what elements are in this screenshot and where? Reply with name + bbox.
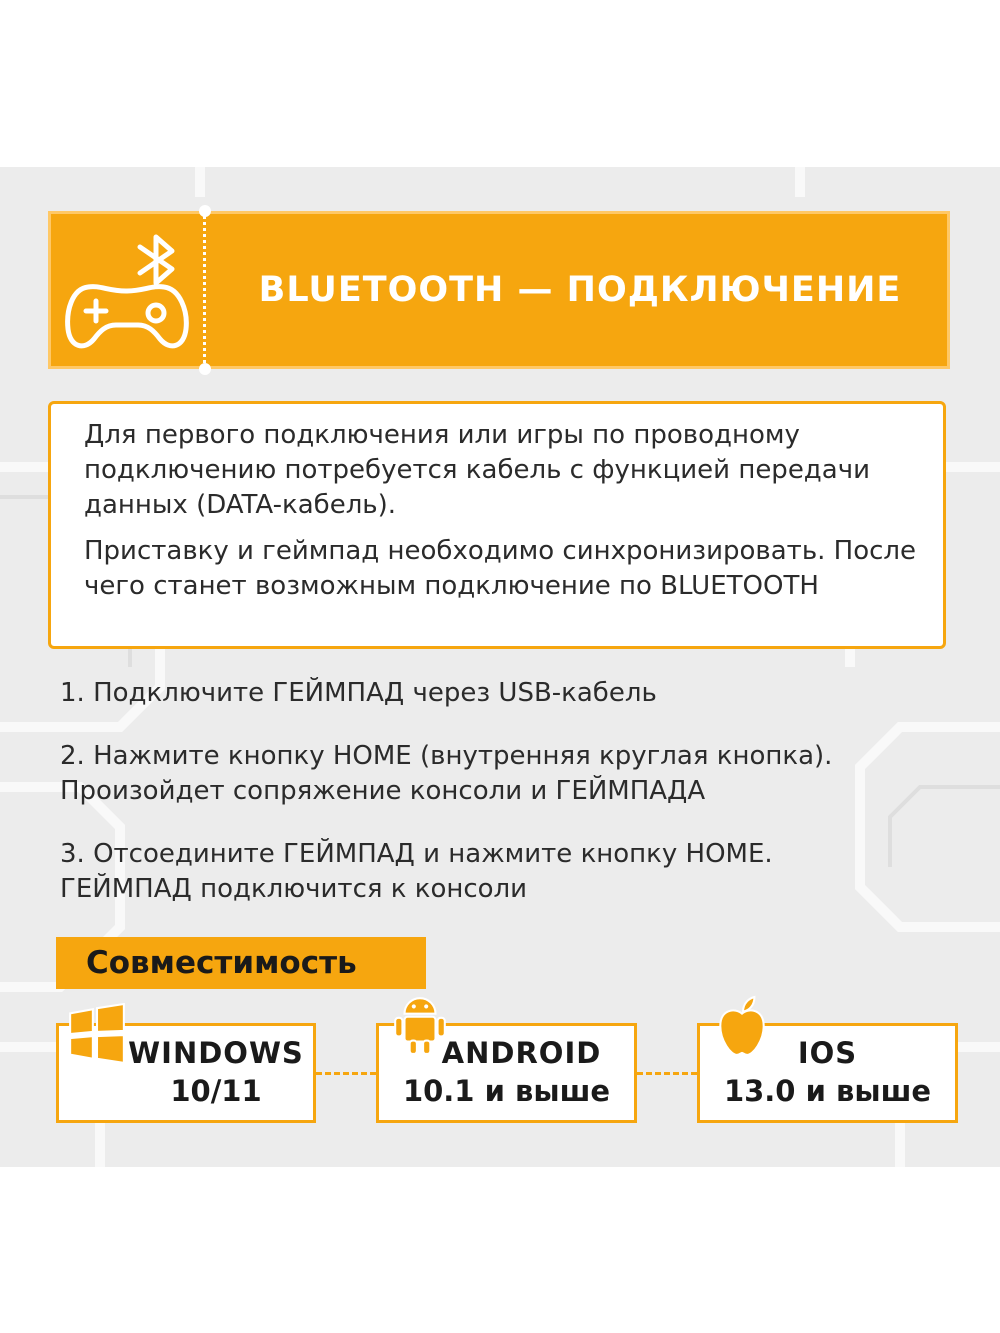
android-icon: [394, 993, 446, 1055]
step-1: 1. Подключите ГЕЙМПАД через USB-кабель: [60, 678, 657, 708]
info-paragraph-1: Для первого подключения или игры по проводному подключению потребуется кабель с функцией передачи данных (DATA-кабель).: [84, 420, 870, 520]
info-box: [48, 401, 946, 649]
platform-name: WINDOWS: [128, 1036, 304, 1070]
gamepad-icon: [60, 229, 190, 359]
platform-version: 13.0 и выше: [723, 1074, 932, 1108]
windows-icon: [66, 1003, 128, 1065]
platform-name: IOS: [797, 1036, 858, 1070]
header-title: BLUETOOTH — ПОДКЛЮЧЕНИЕ: [258, 270, 902, 310]
header-divider: [203, 211, 206, 369]
connector-1: [316, 1072, 376, 1075]
step-3: 3. Отсоедините ГЕЙМПАД и нажмите кнопку HOME. ГЕЙМПАД подключится к консоли: [60, 839, 773, 904]
divider-dot-bottom: [199, 363, 211, 375]
content-panel: [0, 167, 1000, 1167]
step-2: 2. Нажмите кнопку HOME (внутренняя круглая кнопка). Произойдет сопряжение консоли и ГЕЙМПАДА: [60, 741, 833, 806]
apple-icon: [716, 995, 768, 1057]
connector-2: [637, 1072, 697, 1075]
platform-name: ANDROID: [441, 1036, 602, 1070]
bluetooth-icon: [140, 237, 172, 283]
compatibility-label: Совместимость: [56, 937, 426, 989]
info-paragraph-2: Приставку и геймпад необходимо синхронизировать. После чего станет возможным подключение по BLUETOOTH: [84, 536, 917, 601]
platform-version: 10.1 и выше: [402, 1074, 611, 1108]
platform-version: 10/11: [170, 1074, 262, 1108]
divider-dot-top: [199, 205, 211, 217]
